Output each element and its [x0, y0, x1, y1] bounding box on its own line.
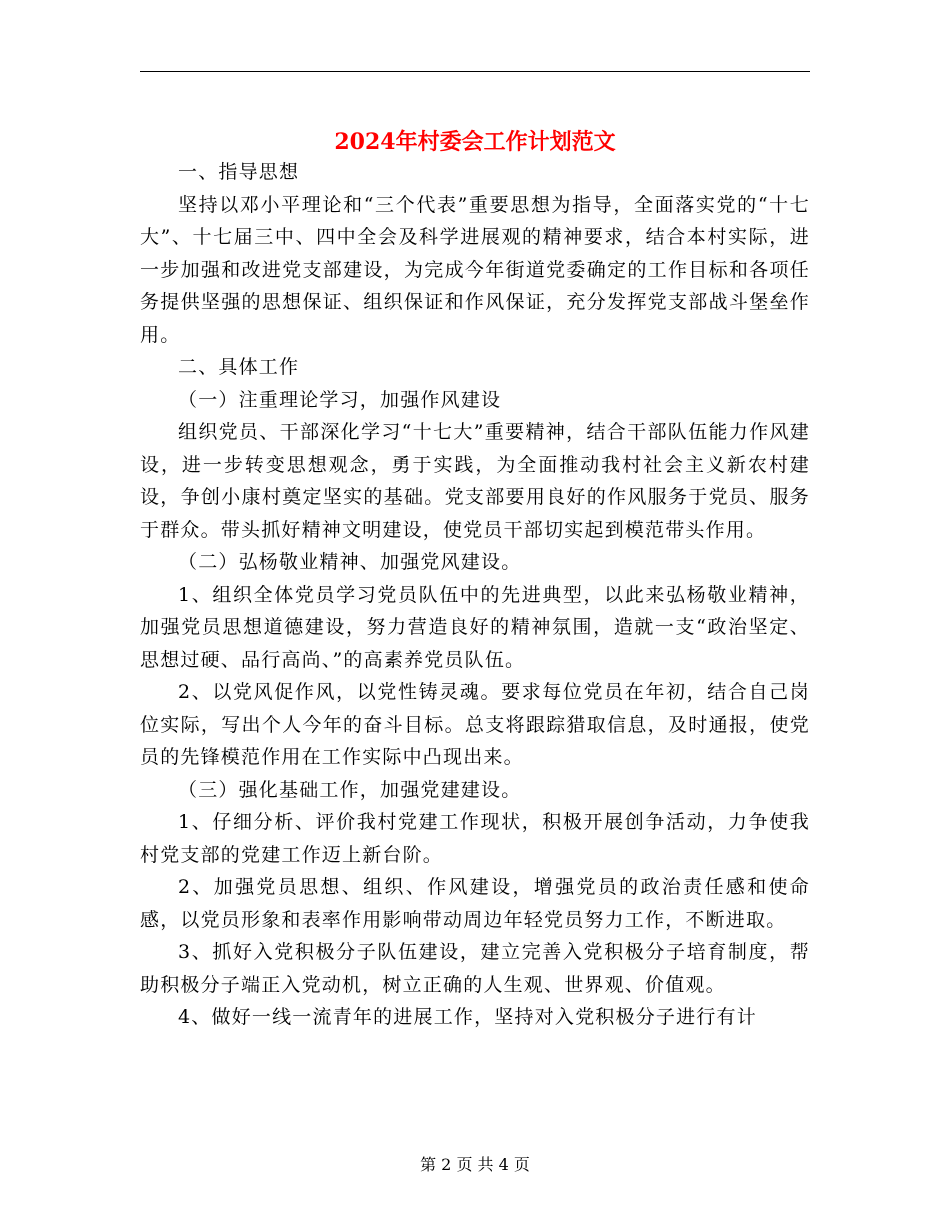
paragraph-guiding-thought: 坚持以邓小平理论和“三个代表”重要思想为指导，全面落实党的“十七大”、十七届三中、四中全会及科学进展观的精神要求，结合本村实际，进一步加强和改进党支部建设，为完成今年街道党委确定的工作目标和各项任务提供坚强的思想保证、组织保证和作风保证，充分发挥党支部战斗堡垒作用。 — [140, 193, 810, 346]
page-footer — [140, 1154, 810, 1176]
subsection-heading-2: （二）弘杨敬业精神、加强党风建设。 — [178, 551, 522, 573]
subsection-heading-3: （三）强化基础工作，加强党建建设。 — [178, 778, 522, 801]
page-number-label: 第 2 页 共 4 页 — [420, 1155, 530, 1174]
section-heading-specific-work: 二、具体工作 — [178, 356, 300, 378]
section-heading-guiding-thought: 一、指导思想 — [178, 161, 300, 183]
list-item-2-2: 2、以党风促作风，以党性铸灵魂。要求每位党员在年初，结合自己岗位实际，写出个人今年的奋斗目标。总支将跟踪猎取信息，及时通报，使党员的先锋模范作用在工作实际中凸现出来。 — [140, 681, 810, 768]
document-title: 2024年村委会工作计划范文 — [334, 128, 616, 155]
subsection-heading-1: （一）注重理论学习，加强作风建设 — [178, 388, 502, 411]
list-item-2-1: 1、组织全体党员学习党员队伍中的先进典型，以此来弘杨敬业精神，加强党员思想道德建设，努力营造良好的精神氛围，造就一支“政治坚定、思想过硬、品行高尚、”的高素养党员队伍。 — [140, 583, 810, 671]
paragraph-theory-study: 组织党员、干部深化学习“十七大”重要精神，结合干部队伍能力作风建设，进一步转变思想观念，勇于实践，为全面推动我村社会主义新农村建设，争创小康村奠定坚实的基础。党支部要用良好的作风服务于党员、服务于群众。带头抓好精神文明建设，使党员干部切实起到模范带头作用。 — [140, 421, 810, 541]
document-body — [140, 156, 810, 1034]
list-item-3-1: 1、仔细分析、评价我村党建工作现状，积极开展创争活动，力争使我村党支部的党建工作迈上新台阶。 — [140, 811, 810, 866]
list-item-3-3: 3、抓好入党积极分子队伍建设，建立完善入党积极分子培育制度，帮助积极分子端正入党动机，树立正确的人生观、世界观、价值观。 — [140, 941, 810, 996]
list-item-3-2: 2、加强党员思想、组织、作风建设，增强党员的政治责任感和使命感，以党员形象和表率作用影响带动周边年轻党员努力工作，不断进取。 — [140, 876, 810, 931]
header-rule — [140, 71, 810, 72]
list-item-3-4: 4、做好一线一流青年的进展工作，坚持对入党积极分子进行有计 — [178, 1006, 757, 1028]
